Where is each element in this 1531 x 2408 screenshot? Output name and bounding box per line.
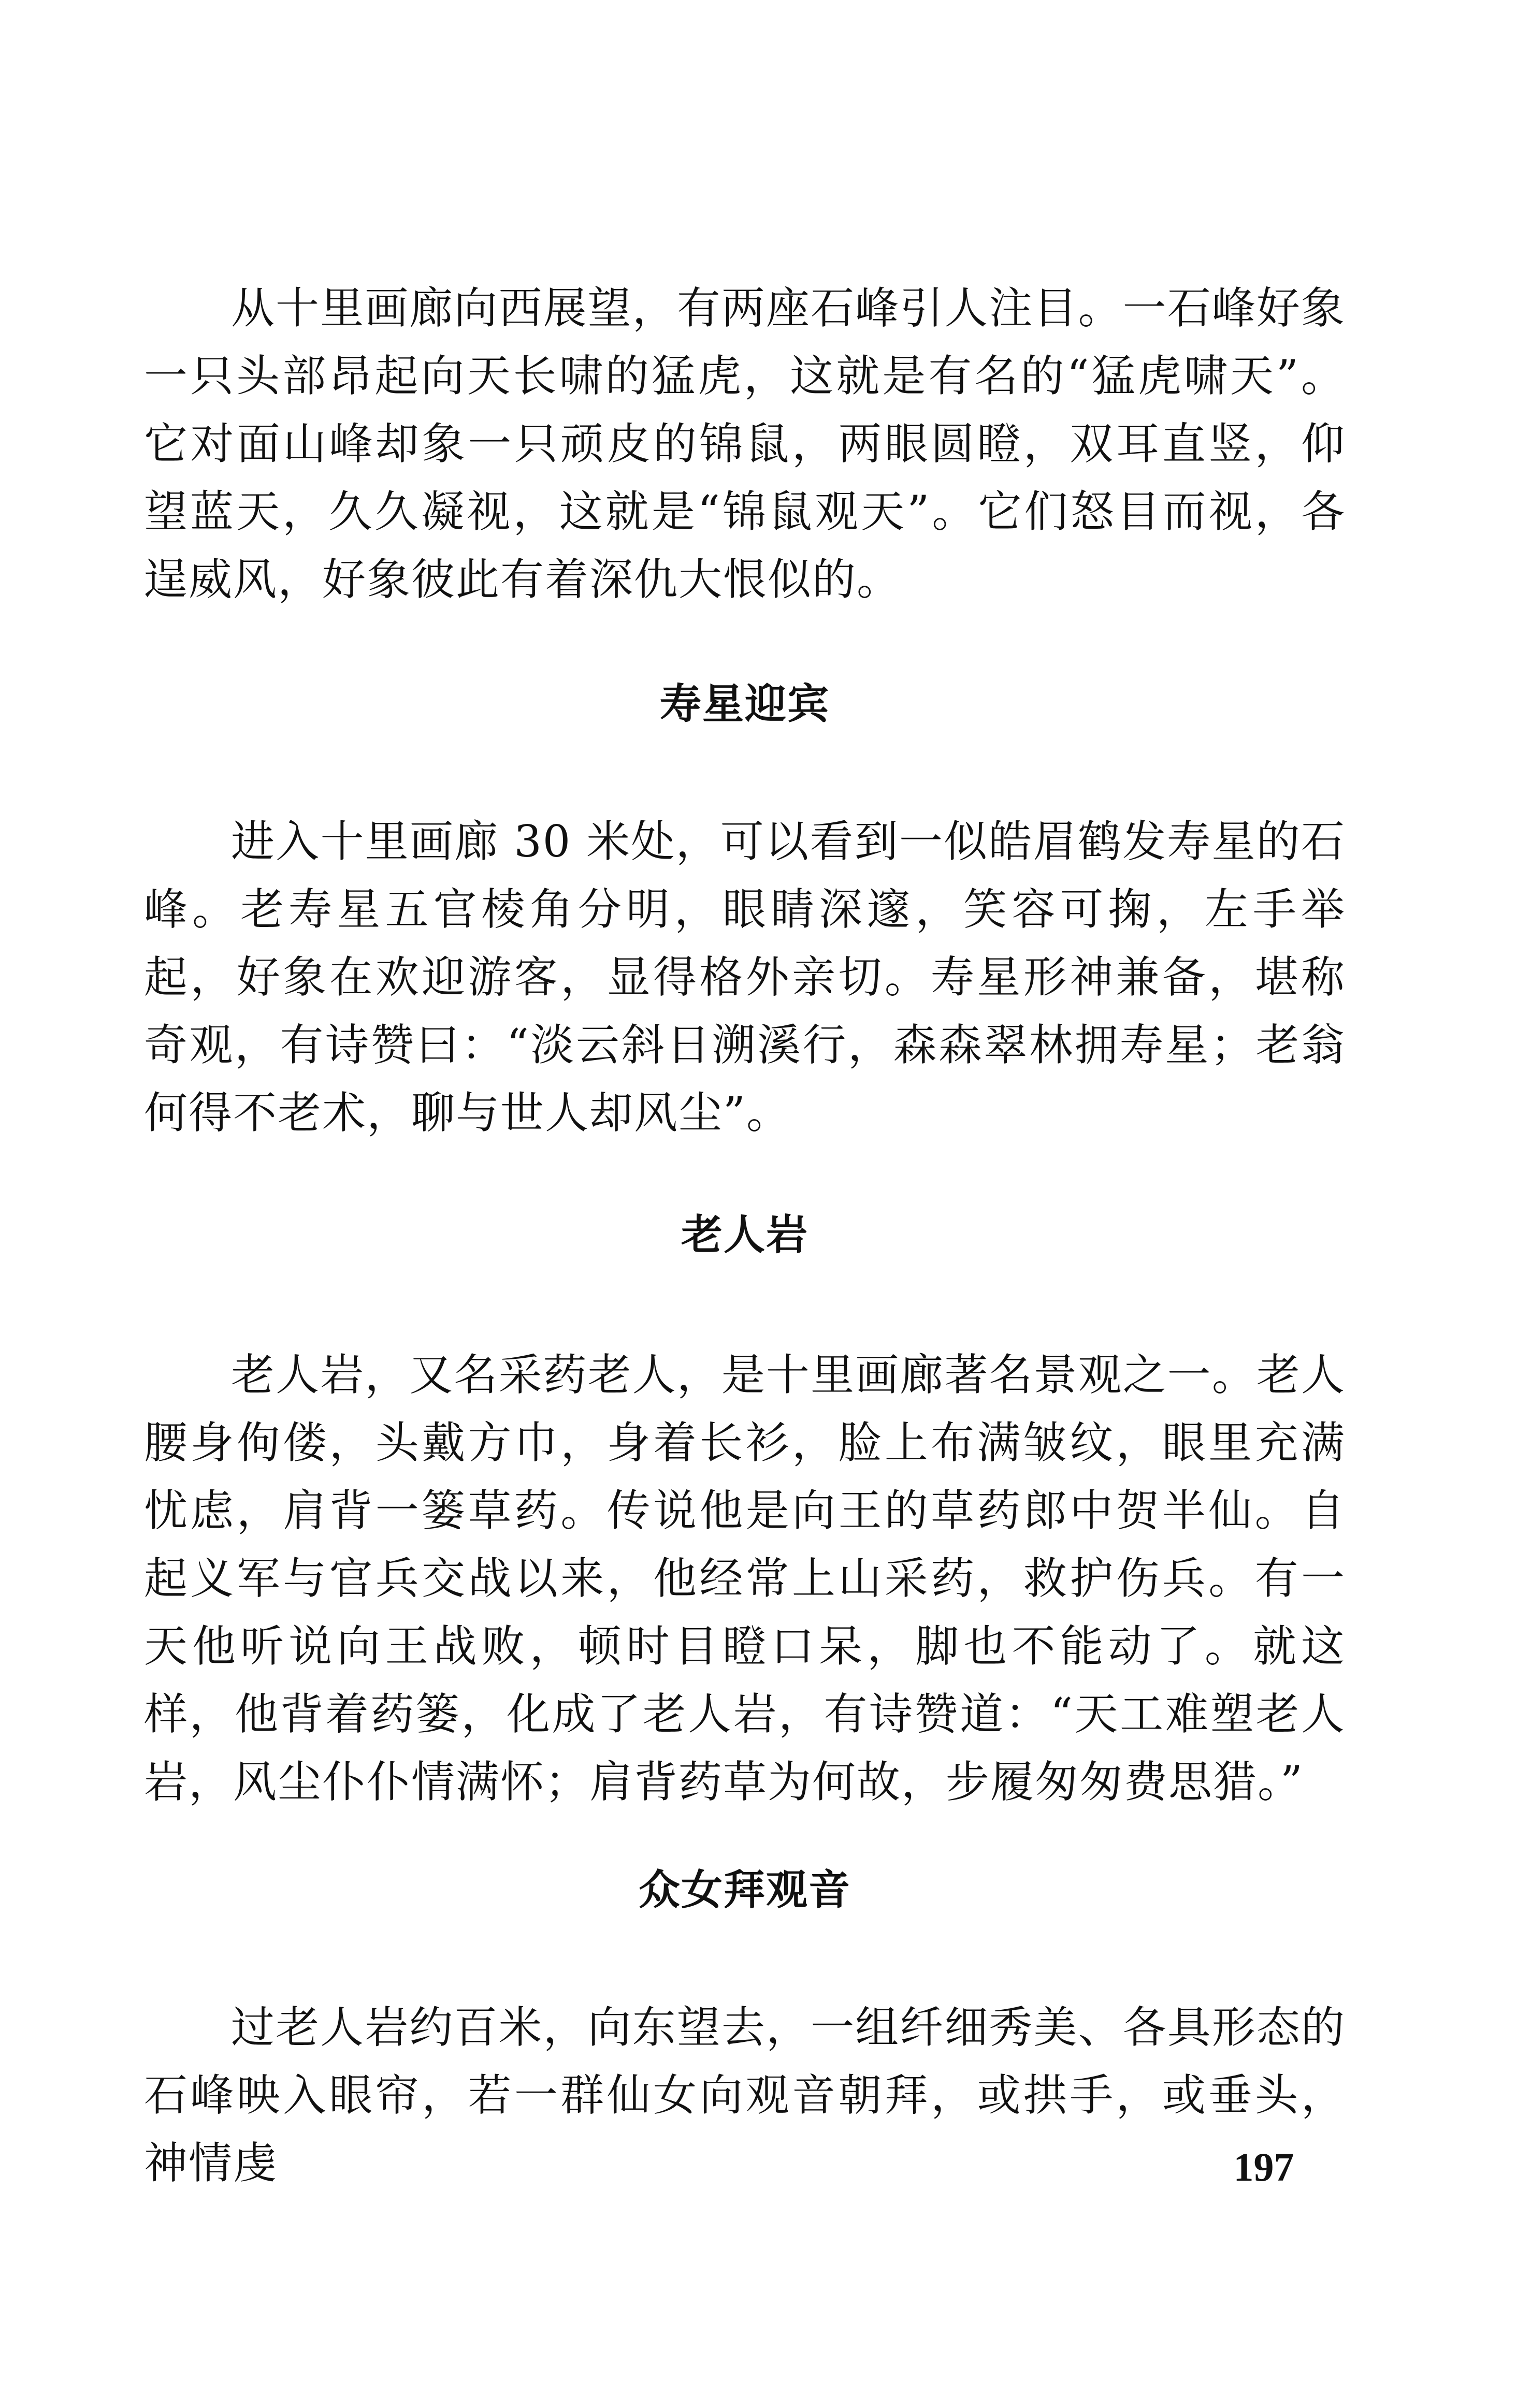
section-heading-shouxing: 寿星迎宾 bbox=[660, 680, 830, 728]
paragraph-laorenyan: 老人岩，又名采药老人，是十里画廊著名景观之一。老人腰身佝偻，头戴方巾，身着长衫，脸上布满皱纹，眼里充满忧虑，肩背一篓草药。传说他是向王的草药郎中贺半仙。自起义军与官兵交战以来，他经常上山采药，救护伤兵。有一天他听说向王战败，顿时目瞪口呆，脚也不能动了。就这样，他背着药篓，化成了老人岩，有诗赞道：“天工难塑老人岩，风尘仆仆情满怀；肩背药草为何故，步履匆匆费思猎。” bbox=[144, 1350, 1346, 1807]
paragraph-zhongnv: 过老人岩约百米，向东望去，一组纤细秀美、各具形态的石峰映入眼帘，若一群仙女向观音朝拜，或拱手，或垂头，神情虔 bbox=[144, 2002, 1346, 2188]
section-heading-laorenyan: 老人岩 bbox=[681, 1211, 808, 1259]
intro-paragraph: 从十里画廊向西展望，有两座石峰引人注目。一石峰好象一只头部昂起向天长啸的猛虎，这就是有名的“猛虎啸天”。它对面山峰却象一只顽皮的锦鼠，两眼圆瞪，双耳直竖，仰望蓝天，久久凝视，这就是“锦鼠观天”。它们怒目而视，各逞威风，好象彼此有着深仇大恨似的。 bbox=[144, 283, 1346, 605]
paragraph-shouxing: 进入十里画廊 30 米处，可以看到一似皓眉鹤发寿星的石峰。老寿星五官棱角分明，眼睛深邃，笑容可掬，左手举起，好象在欢迎游客，显得格外亲切。寿星形神兼备，堪称奇观，有诗赞曰：“淡云斜日溯溪行，森森翠林拥寿星；老翁何得不老术，聊与世人却风尘”。 bbox=[144, 816, 1346, 1138]
section-heading-zhongnv: 众女拜观音 bbox=[639, 1866, 851, 1914]
page-number: 197 bbox=[1233, 2144, 1294, 2189]
